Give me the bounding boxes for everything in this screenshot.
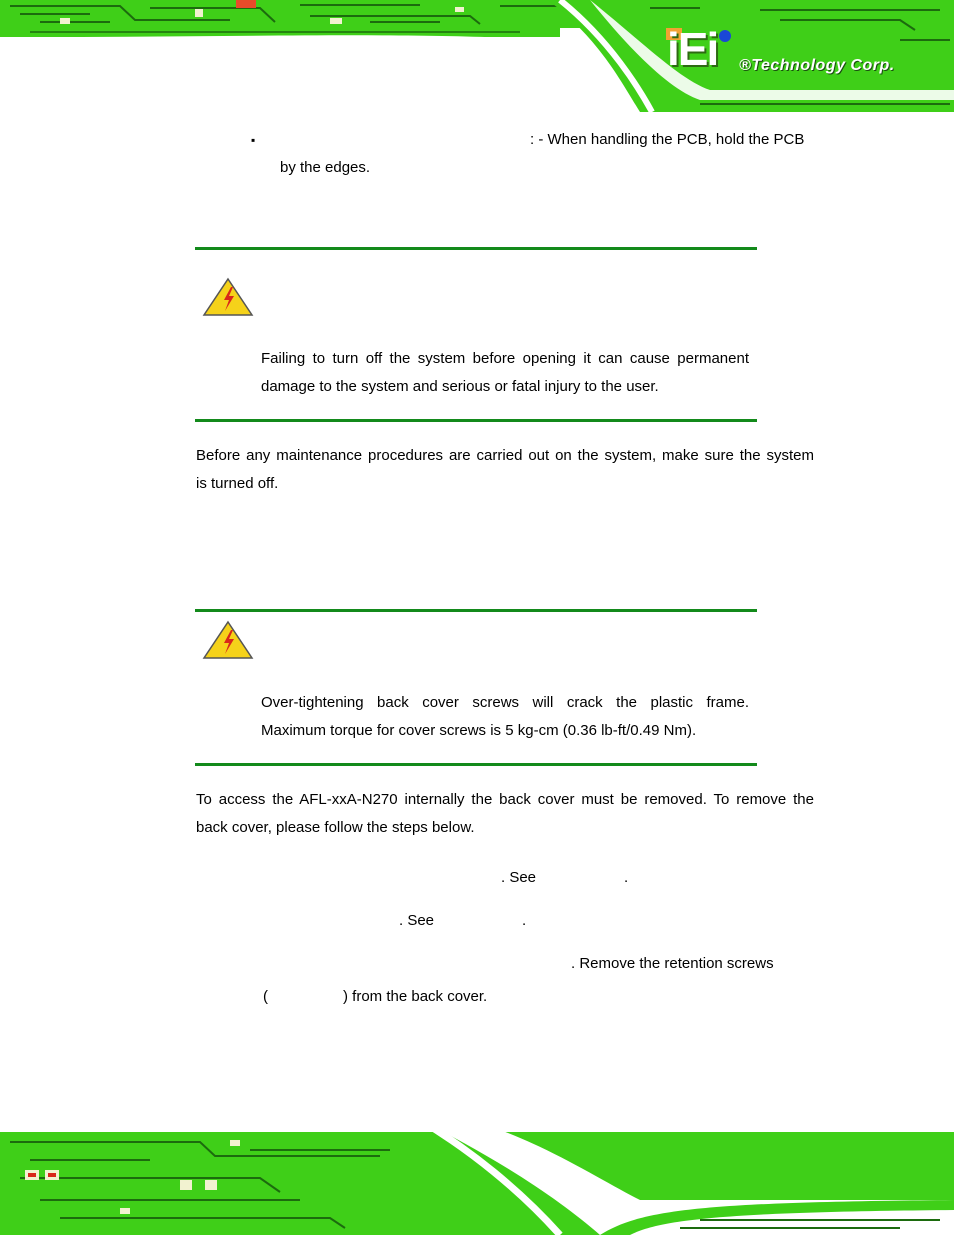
step-3-text: . Remove the retention screws: [571, 955, 774, 972]
step-2-text: . See: [399, 912, 435, 929]
warning-1-line-2: damage to the system and serious or fatal injury to the user.: [261, 378, 659, 395]
warning-2-top-rule: [195, 609, 757, 612]
step-1-text: . See: [501, 869, 537, 886]
bullet-line-2: by the edges.: [280, 159, 371, 176]
warning-1-line-1: Failing to turn off the system before opening it can cause permanent: [261, 350, 749, 367]
step-3-open-paren: (: [263, 988, 268, 1005]
warning-1-bottom-rule: [195, 419, 757, 422]
bullet-line-1: : - When handling the PCB, hold the PCB: [530, 131, 805, 148]
footer-pcb-banner: [0, 1120, 954, 1235]
warning-2-icon: [202, 620, 254, 660]
company-logo: iEi: [667, 23, 718, 75]
paragraph-2-line-2: back cover, please follow the steps below.: [196, 819, 475, 836]
warning-2-bottom-rule: [195, 763, 757, 766]
paragraph-2-line-1: To access the AFL-xxA-N270 internally the back cover must be removed. To remove the: [196, 791, 814, 808]
step-2-end: .: [522, 912, 527, 929]
step-3-end: ) from the back cover.: [343, 988, 488, 1005]
step-1-end: .: [624, 869, 629, 886]
paragraph-1-line-2: is turned off.: [196, 475, 279, 492]
header-pcb-banner: [0, 0, 954, 112]
warning-1-top-rule: [195, 247, 757, 250]
bullet-marker: ▪: [251, 133, 256, 147]
warning-1-icon: [202, 277, 254, 317]
warning-2-line-1: Over-tightening back cover screws will crack the plastic frame.: [261, 694, 749, 711]
brand-name: ®Technology Corp.: [739, 57, 895, 74]
paragraph-1-line-1: Before any maintenance procedures are carried out on the system, make sure the system: [196, 447, 814, 464]
warning-2-line-2: Maximum torque for cover screws is 5 kg-cm (0.36 lb-ft/0.49 Nm).: [261, 722, 697, 739]
